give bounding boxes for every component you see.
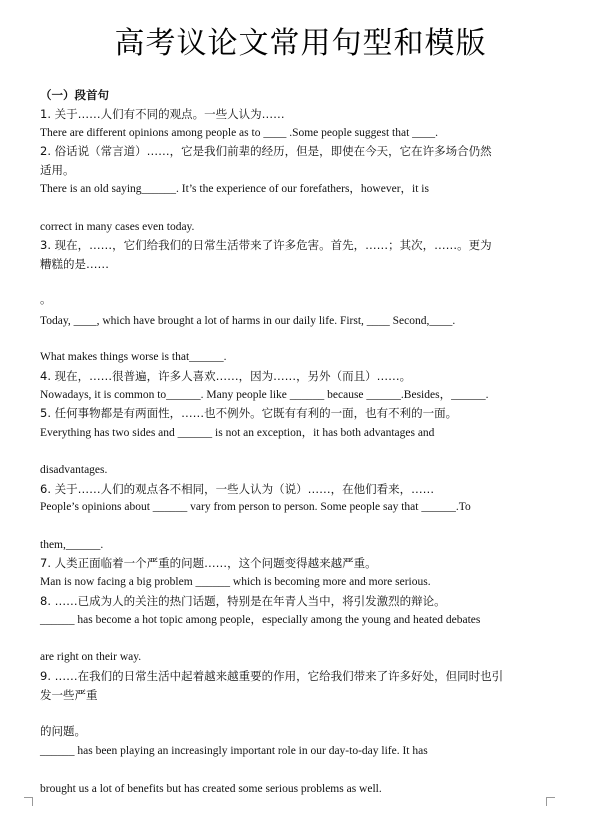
text-line-13: Nowadays, it is common to______. Many people like ______ because ______.Besides，______.	[40, 389, 489, 401]
text-line-5: There is an old saying______. It’s the experience of our forefathers，however，it is	[40, 183, 429, 195]
text-line-8: 糟糕的是……	[40, 257, 109, 271]
text-line-9: 。	[40, 292, 52, 306]
text-line-27: 的问题。	[40, 724, 86, 738]
text-line-20: 7. 人类正面临着一个严重的问题……，这个问题变得越来越严重。	[40, 556, 377, 570]
text-line-28: ______ has been playing an increasingly important role in our day-to-day life. It has	[40, 745, 428, 757]
text-line-6: correct in many cases even today.	[40, 221, 195, 233]
text-line-19: them,______.	[40, 539, 104, 551]
text-line-26: 发一些严重	[40, 688, 98, 702]
section-heading: （一）段首句	[40, 88, 109, 102]
text-line-21: Man is now facing a big problem ______ which is becoming more and more serious.	[40, 576, 431, 588]
text-line-24: are right on their way.	[40, 651, 142, 663]
text-line-4: 适用。	[40, 163, 75, 177]
text-line-7: 3. 现在，……，它们给我们的日常生活带来了许多危害。首先，……；其次，……。更为	[40, 238, 492, 252]
text-line-18: People’s opinions about ______ vary from person to person. Some people say that ______.To	[40, 501, 471, 513]
text-line-2: There are different opinions among people as to ____ .Some people suggest that ____.	[40, 127, 439, 139]
text-line-3: 2. 俗话说（常言道）……，它是我们前辈的经历，但是，即使在今天，它在许多场合仍然	[40, 144, 492, 158]
text-line-22: 8. ……已成为人的关注的热门话题，特别是在年青人当中，将引发激烈的辩论。	[40, 594, 446, 608]
page-corner-mark-right	[546, 797, 555, 806]
text-line-23: ______ has become a hot topic among people，especially among the young and heated debates	[40, 614, 481, 626]
text-line-25: 9. ……在我们的日常生活中起着越来越重要的作用，它给我们带来了许多好处，但同时也引	[40, 669, 504, 683]
text-line-16: disadvantages.	[40, 464, 108, 476]
text-line-29: brought us a lot of benefits but has created some serious problems as well.	[40, 783, 382, 795]
text-line-17: 6. 关于……人们的观点各不相同，一些人认为（说）……，在他们看来，……	[40, 482, 435, 496]
text-line-14: 5. 任何事物都是有两面性，……也不例外。它既有有利的一面，也有不利的一面。	[40, 406, 458, 420]
text-line-15: Everything has two sides and ______ is not an exception，it has both advantages and	[40, 427, 435, 439]
document-title: 高考议论文常用句型和模版	[114, 26, 487, 61]
page-corner-mark-left	[24, 797, 33, 806]
text-line-10: Today, ____, which have brought a lot of harms in our daily life. First, ____ Second,____.	[40, 315, 456, 327]
text-line-1: 1. 关于……人们有不同的观点。一些人认为……	[40, 107, 285, 121]
text-line-11: What makes things worse is that______.	[40, 351, 227, 363]
text-line-12: 4. 现在，……很普遍，许多人喜欢……，因为……，另外（而且）……。	[40, 369, 412, 383]
